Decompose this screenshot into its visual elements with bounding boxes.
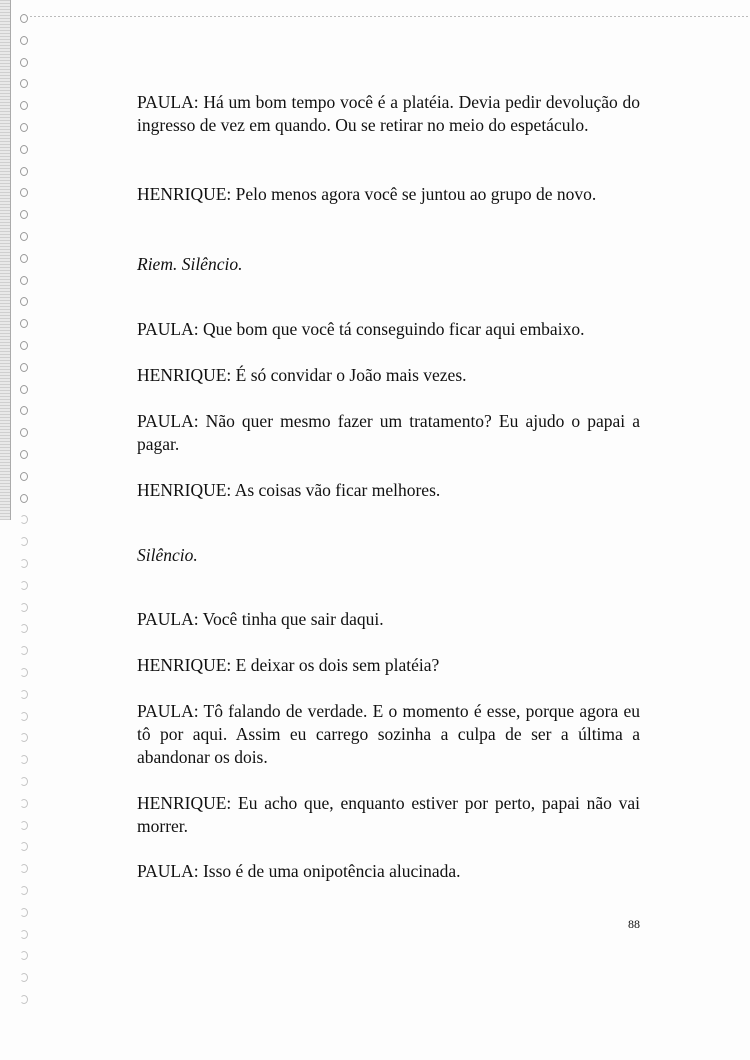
- binding-hole: [20, 188, 28, 197]
- binding-hole: [20, 842, 28, 851]
- dialogue-paula-6: PAULA: Isso é de uma onipotência alucinada.: [137, 861, 461, 881]
- binding-hole: [20, 341, 28, 350]
- page-top-edge: [30, 16, 750, 17]
- binding-hole: [20, 167, 28, 176]
- binding-hole: [20, 886, 28, 895]
- binding-hole: [20, 79, 28, 88]
- binding-hole: [20, 494, 28, 503]
- dialogue-paula-2: PAULA: Que bom que você tá conseguindo ficar aqui embaixo.: [137, 319, 585, 339]
- binding-hole: [20, 428, 28, 437]
- binding-hole: [20, 406, 28, 415]
- binding-hole: [20, 712, 28, 721]
- dialogue-paula-5: PAULA: Tô falando de verdade. E o momento é esse, porque agora eu tô por aqui. Assim eu carrego sozinha a culpa de ser a última a abandonar os dois.: [137, 701, 640, 767]
- binding-hole: [20, 581, 28, 590]
- page-number: 88: [628, 917, 640, 931]
- binding-hole: [20, 123, 28, 132]
- binding-hole: [20, 930, 28, 939]
- dialogue-henrique-2: HENRIQUE: É só convidar o João mais vezes.: [137, 365, 467, 385]
- dialogue-henrique-3: HENRIQUE: As coisas vão ficar melhores.: [137, 480, 441, 500]
- stage-direction-2: Silêncio.: [137, 545, 198, 565]
- binding-strip: [0, 0, 10, 520]
- binding-hole: [20, 36, 28, 45]
- binding-hole: [20, 363, 28, 372]
- stage-direction-1: Riem. Silêncio.: [137, 254, 243, 274]
- binding-hole: [20, 559, 28, 568]
- dialogue-paula-1: PAULA: Há um bom tempo você é a platéia. Devia pedir devolução do ingresso de vez em quando. Ou se retirar no meio do espetáculo.: [137, 92, 640, 135]
- binding-hole: [20, 254, 28, 263]
- binding-hole: [20, 755, 28, 764]
- binding-hole: [20, 864, 28, 873]
- binding-line: [10, 0, 11, 520]
- binding-hole: [20, 733, 28, 742]
- binding-hole: [20, 799, 28, 808]
- binding-hole: [20, 232, 28, 241]
- binding-hole: [20, 646, 28, 655]
- binding-hole: [20, 210, 28, 219]
- binding-hole: [20, 908, 28, 917]
- binding-hole: [20, 951, 28, 960]
- dialogue-henrique-5: HENRIQUE: Eu acho que, enquanto estiver por perto, papai não vai morrer.: [137, 793, 640, 836]
- dialogue-paula-4: PAULA: Você tinha que sair daqui.: [137, 609, 384, 629]
- binding-hole: [20, 297, 28, 306]
- binding-hole: [20, 450, 28, 459]
- binding-hole: [20, 668, 28, 677]
- binding-hole: [20, 14, 28, 23]
- binding-hole: [20, 472, 28, 481]
- binding-hole: [20, 101, 28, 110]
- binding-hole: [20, 777, 28, 786]
- binding-hole: [20, 973, 28, 982]
- binding-hole: [20, 276, 28, 285]
- binding-hole: [20, 319, 28, 328]
- dialogue-henrique-4: HENRIQUE: E deixar os dois sem platéia?: [137, 655, 440, 675]
- binding-hole: [20, 537, 28, 546]
- binding-hole: [20, 690, 28, 699]
- dialogue-paula-3: PAULA: Não quer mesmo fazer um tratamento? Eu ajudo o papai a pagar.: [137, 411, 640, 454]
- binding-hole: [20, 58, 28, 67]
- binding-hole: [20, 603, 28, 612]
- binding-hole: [20, 995, 28, 1004]
- binding-hole: [20, 145, 28, 154]
- binding-hole: [20, 385, 28, 394]
- dialogue-henrique-1: HENRIQUE: Pelo menos agora você se juntou ao grupo de novo.: [137, 184, 597, 204]
- binding-hole: [20, 624, 28, 633]
- binding-hole: [20, 821, 28, 830]
- binding-hole: [20, 515, 28, 524]
